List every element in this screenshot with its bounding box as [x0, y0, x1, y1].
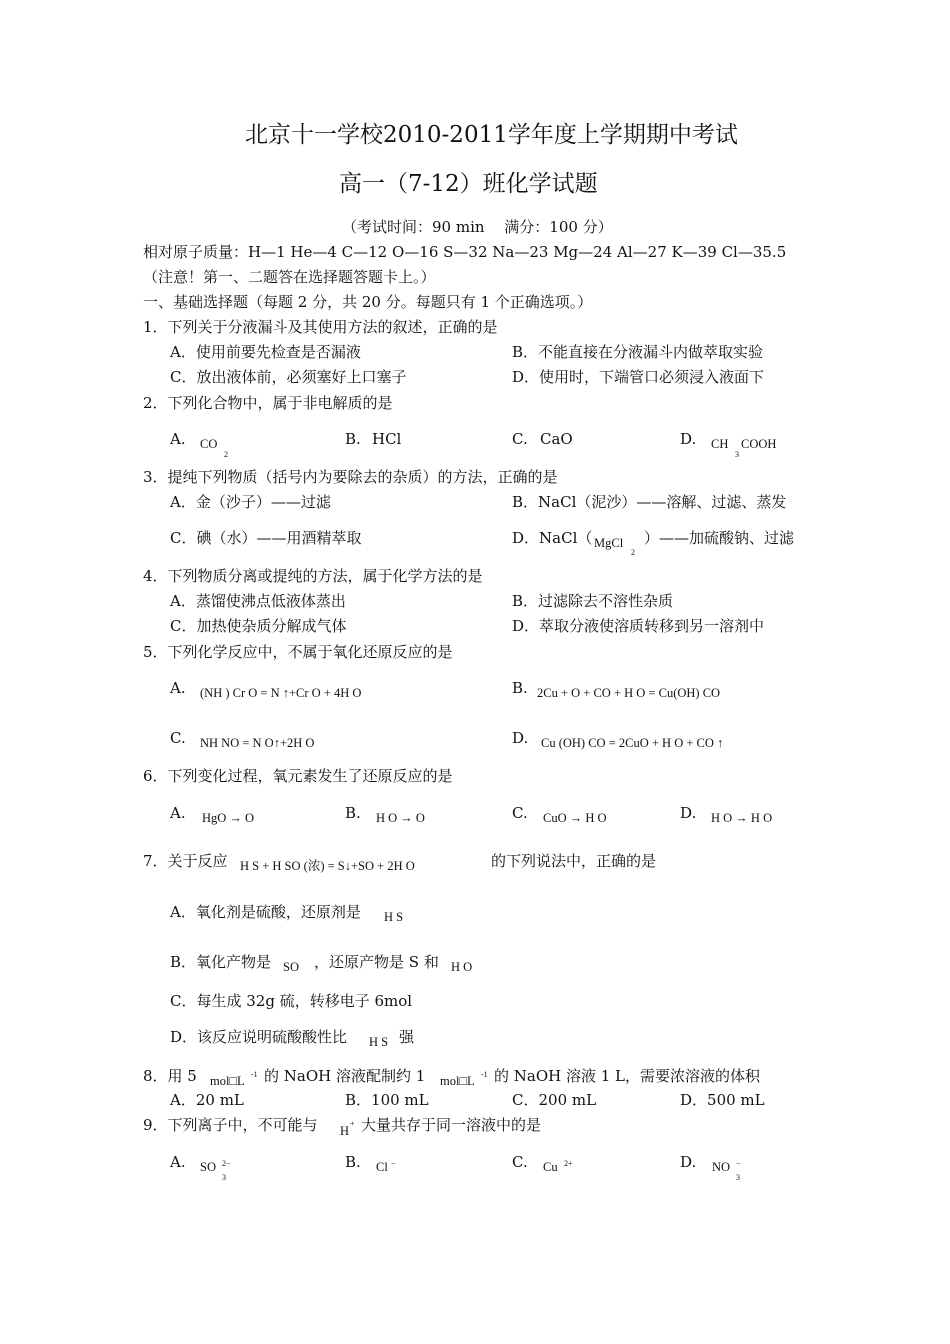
question-5-option-a: (NH ) Cr O = N ↑+Cr O + 4H O	[200, 686, 362, 700]
question-7-option-d-part1: D．该反应说明硫酸酸性比	[170, 1028, 348, 1046]
question-5-label-d: D.	[512, 729, 529, 747]
page-subtitle: 高一（7-12）班化学试题	[339, 171, 598, 197]
question-9-option-d-sup: −	[736, 1159, 741, 1168]
question-9-option-d-sub: 3	[736, 1173, 740, 1182]
question-9-option-a-sup: 2−	[222, 1159, 231, 1168]
question-3-option-d-sub: 2	[631, 548, 635, 557]
question-9-option-d: NO	[712, 1160, 731, 1174]
question-9-option-c: Cu	[543, 1160, 558, 1174]
question-4-option-a: A．蒸馏使沸点低液体蒸出	[170, 592, 346, 610]
question-6-label-a: A.	[170, 804, 186, 822]
question-5-option-b: 2Cu + O + CO + H O = Cu(OH) CO	[537, 686, 721, 700]
question-4-option-c: C．加热使杂质分解成气体	[170, 617, 347, 635]
question-7-option-d-formula: H S	[369, 1035, 389, 1049]
question-2-label-b: B.	[345, 430, 361, 448]
question-7-option-b-part2: ，还原产物是 S 和	[314, 953, 439, 971]
question-6-label-b: B.	[345, 804, 361, 822]
question-6-option-d: H O → H O	[711, 811, 773, 825]
question-1-option-c: C．放出液体前，必须塞好上口塞子	[170, 368, 407, 386]
question-3-option-d-part2: ）——加硫酸钠、过滤	[644, 529, 795, 547]
question-8-option-b: B．100 mL	[345, 1091, 429, 1109]
question-6-stem: 6．下列变化过程，氧元素发生了还原反应的是	[143, 767, 453, 785]
question-7-option-b-formula1: SO	[283, 960, 299, 974]
question-7-option-b-formula2: H O	[451, 960, 473, 974]
question-5-label-a: A.	[170, 679, 186, 697]
question-9-ion: H	[340, 1124, 350, 1138]
question-3-option-a: A．金（沙子）——过滤	[170, 493, 331, 511]
question-9-option-c-sup: 2+	[564, 1159, 573, 1168]
question-8-option-c: C．200 mL	[512, 1091, 597, 1109]
question-2-option-a-sub: 2	[224, 450, 228, 459]
question-3-option-c: C．碘（水）——用酒精萃取	[170, 529, 362, 547]
question-9-stem-part2: 大量共存于同一溶液中的是	[361, 1116, 542, 1134]
question-5-option-d: Cu (OH) CO = 2CuO + H O + CO ↑	[541, 736, 724, 750]
question-9-option-b-sup: −	[391, 1159, 396, 1168]
question-5-label-c: C.	[170, 729, 186, 747]
question-8-unit-2-sup: -1	[481, 1070, 488, 1079]
question-2-option-d-part2: COOH	[741, 437, 777, 451]
question-7-option-b-part1: B．氧化产物是	[170, 953, 272, 971]
question-2-label-d: D.	[680, 430, 697, 448]
note: （注意！第一、二题答在选择题答题卡上。）	[143, 268, 436, 286]
question-6-option-c: CuO → H O	[543, 811, 607, 825]
question-6-option-a: HgO → O	[202, 811, 255, 825]
question-8-unit-1-sup: -1	[251, 1070, 258, 1079]
question-9-stem-part1: 9．下列离子中，不可能与	[143, 1116, 318, 1134]
atomic-mass: 相对原子质量：H—1 He—4 C—12 O—16 S—32 Na—23 Mg—24 Al—27 K—39 Cl—35.5	[143, 243, 787, 261]
question-8-option-d: D．500 mL	[680, 1091, 765, 1109]
question-7-stem-part1: 7．关于反应	[143, 852, 228, 870]
question-4-stem: 4．下列物质分离或提纯的方法，属于化学方法的是	[143, 567, 483, 585]
question-9-label-c: C.	[512, 1153, 528, 1171]
question-8-stem-part2: 的 NaOH 溶液配制约 1	[264, 1067, 426, 1085]
question-8-unit-1: mol□L	[210, 1074, 245, 1088]
question-4-option-b: B．过滤除去不溶性杂质	[512, 592, 674, 610]
question-9-label-b: B.	[345, 1153, 361, 1171]
question-7-equation: H S + H SO (浓) = S↓+SO + 2H O	[240, 859, 415, 873]
question-2-option-d-sub: 3	[735, 450, 739, 459]
question-1-option-a: A．使用前要先检查是否漏液	[170, 343, 361, 361]
question-9-ion-sup: +	[350, 1119, 355, 1128]
question-3-option-d-part1: D．NaCl（	[512, 529, 593, 547]
question-9-option-a-sub: 3	[222, 1173, 226, 1182]
question-1-stem: 1．下列关于分液漏斗及其使用方法的叙述，正确的是	[143, 318, 498, 336]
page-title: 北京十一学校2010-2011学年度上学期期中考试	[245, 122, 738, 148]
question-6-option-b: H O → O	[376, 811, 425, 825]
question-2-option-c: CaO	[540, 430, 573, 448]
question-8-option-a: A．20 mL	[170, 1091, 244, 1109]
question-5-option-c: NH NO = N O↑+2H O	[200, 736, 315, 750]
exam-info: （考试时间：90 min 满分：100 分）	[342, 218, 613, 236]
question-3-option-b: B．NaCl（泥沙）——溶解、过滤、蒸发	[512, 493, 787, 511]
question-8-stem-part1: 8．用 5	[143, 1067, 197, 1085]
question-2-option-a: CO	[200, 437, 218, 451]
question-1-option-d: D．使用时，下端管口必须浸入液面下	[512, 368, 765, 386]
question-8-unit-2: mol□L	[440, 1074, 475, 1088]
question-7-option-c: C．每生成 32g 硫，转移电子 6mol	[170, 992, 413, 1010]
question-2-label-a: A.	[170, 430, 186, 448]
question-2-stem: 2．下列化合物中，属于非电解质的是	[143, 394, 393, 412]
question-8-stem-part3: 的 NaOH 溶液 1 L，需要浓溶液的体积	[494, 1067, 761, 1085]
section-heading: 一、基础选择题（每题 2 分，共 20 分。每题只有 1 个正确选项。）	[143, 293, 593, 311]
question-6-label-d: D.	[680, 804, 697, 822]
question-9-label-d: D.	[680, 1153, 697, 1171]
question-7-stem-part2: 的下列说法中，正确的是	[491, 852, 657, 870]
question-7-option-a: A．氧化剂是硫酸，还原剂是	[170, 903, 361, 921]
question-7-option-d-part2: 强	[399, 1028, 415, 1046]
question-1-option-b: B．不能直接在分液漏斗内做萃取实验	[512, 343, 764, 361]
question-6-label-c: C.	[512, 804, 528, 822]
question-5-stem: 5．下列化学反应中，不属于氧化还原反应的是	[143, 643, 453, 661]
question-9-option-b: Cl	[376, 1160, 388, 1174]
question-9-option-a: SO	[200, 1160, 216, 1174]
question-3-stem: 3．提纯下列物质（括号内为要除去的杂质）的方法，正确的是	[143, 468, 558, 486]
question-5-label-b: B.	[512, 679, 528, 697]
question-2-option-b: HCl	[372, 430, 402, 448]
question-7-option-a-formula: H S	[384, 910, 404, 924]
question-3-option-d-formula: MgCl	[594, 536, 624, 550]
question-9-label-a: A.	[170, 1153, 186, 1171]
question-4-option-d: D．萃取分液使溶质转移到另一溶剂中	[512, 617, 765, 635]
question-2-label-c: C.	[512, 430, 528, 448]
question-2-option-d-part1: CH	[711, 437, 729, 451]
